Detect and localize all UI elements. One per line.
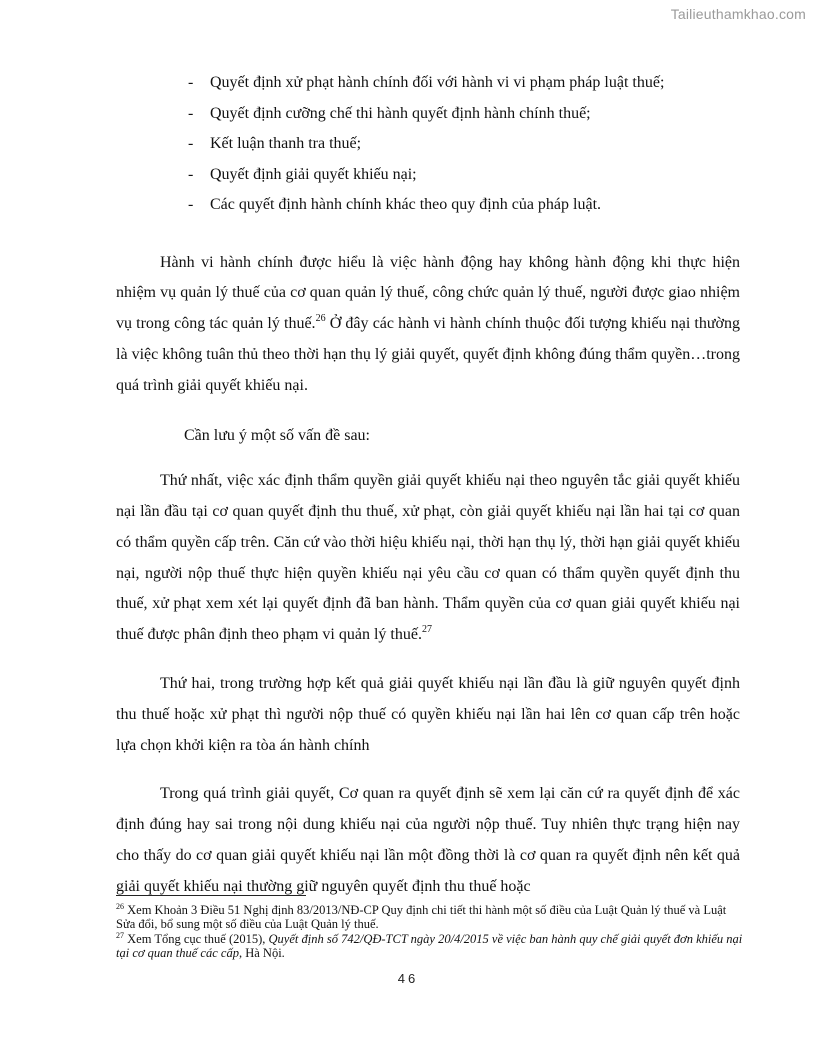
list-item: - Các quyết định hành chính khác theo quy định của pháp luật. (188, 196, 602, 213)
list-item-text: Quyết định cưỡng chế thi hành quyết định hành chính thuế; (210, 104, 591, 122)
watermark: Tailieuthamkhao.com (670, 6, 806, 22)
footnote-divider (116, 895, 306, 896)
list-item: - Quyết định giải quyết khiếu nại; (188, 165, 417, 183)
list-item-text: Kết luận thanh tra thuế; (210, 135, 362, 152)
paragraph-notes-intro: Cần lưu ý một số vấn đề sau: (184, 427, 370, 445)
paragraph-second-point: Thứ hai, trong trường hợp kết quả giải quyết khiếu nại lần đầu là giữ nguyên quyết định thu thuế hoặc xử phạt thì người nộp thuế có quyền khiếu nại lần hai lên cơ quan cấp trên hoặc lựa chọn khởi kiện ra tòa án hành chính (116, 675, 740, 754)
bullet-list (116, 68, 740, 221)
paragraph-first-point: Thứ nhất, việc xác định thẩm quyền giải quyết khiếu nại theo nguyên tắc giải quyết khiếu nại lần đầu tại cơ quan quyết định thu thuế, xử phạt, còn giải quyết khiếu nại lần hai tại cơ quan có thẩm quyền cấp trên. Căn cứ vào thời hiệu khiếu nại, thời hạn thụ lý, thời hạn giải quyết khiếu nại, người nộp thuế thực hiện quyền khiếu nại yêu cầu cơ quan có thẩm quyền quyết định thu thuế, xử phạt xem xét lại quyết định đã ban hành. Thẩm quyền của cơ quan giải quyết khiếu nại thuế được phân định theo phạm vi quản lý thuế.$^{27}$ (116, 472, 740, 644)
list-item: - Quyết định cưỡng chế thi hành quyết định hành chính thuế; (188, 104, 591, 122)
list-item-text: Quyết định xử phạt hành chính đối với hành vi vi phạm pháp luật thuế; (210, 74, 665, 91)
paragraph-administrative-acts: Hành vi hành chính được hiểu là việc hành động hay không hành động khi thực hiện nhiệm vụ quản lý thuế của cơ quan quản lý thuế, công chức quản lý thuế, người được giao nhiệm vụ trong công tác quản lý thuế.$^{26}$ Ở đây các hành vi hành chính thuộc đối tượng khiếu nại thường là việc không tuân thủ theo thời hạn thụ lý giải quyết, quyết định không đúng thẩm quyền…trong quá trình giải quyết khiếu nại. (116, 253, 740, 394)
page-body (116, 68, 740, 903)
footnote-ref-27[interactable]: 27 (421, 624, 432, 636)
list-item: - Quyết định xử phạt hành chính đối với hành vi vi phạm pháp luật thuế; (188, 74, 665, 91)
paragraph-resolution-process: Trong quá trình giải quyết, Cơ quan ra quyết định sẽ xem lại căn cứ ra quyết định để xác định đúng hay sai trong nội dung khiếu nại của người nộp thuế. Tuy nhiên thực trạng hiện nay cho thấy do cơ quan giải quyết khiếu nại lần một đồng thời là cơ quan ra quyết định nên kết quả giải quyết khiếu nại thường giữ nguyên quyết định thu thuế hoặc (116, 785, 740, 895)
footnote-26: $^{26}$ Xem Khoản 3 Điều 51 Nghị định 83/2013/NĐ-CP Quy định chi tiết thi hành một số điều của Luật Quản lý thuế và Luật Sửa đổi, bổ sung một số điều của Luật Quản lý thuế. (116, 902, 727, 932)
footnotes (116, 903, 748, 961)
list-item-text: Quyết định giải quyết khiếu nại; (210, 165, 417, 183)
page-number: 46 (397, 971, 419, 986)
list-item-text: Các quyết định hành chính khác theo quy định của pháp luật. (210, 196, 602, 213)
footnote-ref-26[interactable]: 26 (315, 313, 326, 325)
list-item: - Kết luận thanh tra thuế; (188, 135, 362, 152)
footnote-27: $^{27}$ Xem Tổng cục thuế (2015), Quyết định số 742/QĐ-TCT ngày 20/4/2015 về việc ban hành quy chế giải quyết đơn khiếu nại tại cơ quan thuế các cấp, Hà Nội. (116, 930, 743, 961)
